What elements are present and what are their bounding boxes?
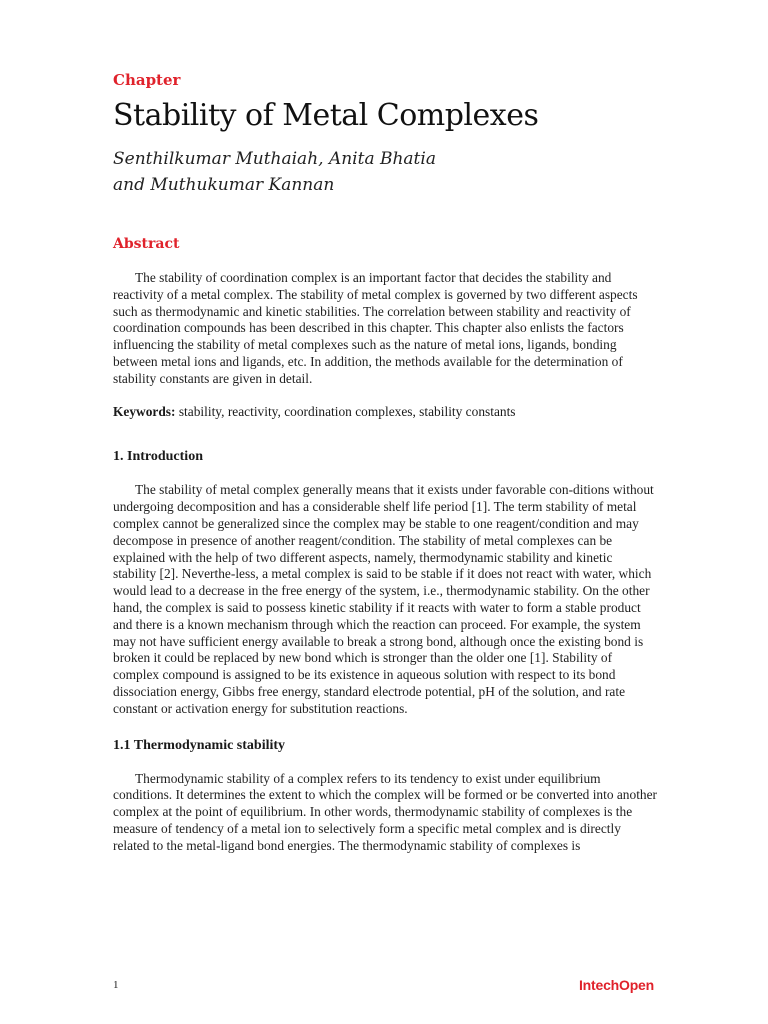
chapter-label: Chapter (113, 71, 181, 89)
keywords-label: Keywords: (113, 403, 176, 419)
abstract-heading: Abstract (113, 236, 180, 252)
abstract-text: The stability of coordination complex is an important factor that decides the stability and reactivity of a metal complex. The stability of metal complex is governed by two different aspects such as thermodynamic and kinetic stabilities. The correlation between stability and reactivity of coordination compounds has been described in this chapter. This chapter also enlists the factors influencing the stability of metal complexes such as the nature of metal ions, ligands, bonding between metal ions and ligands, etc. In addition, the methods available for the determination of stability constants are given in detail. (113, 270, 638, 386)
keywords (113, 404, 658, 421)
authors-line-2: and Muthukumar Kannan (113, 175, 335, 195)
page-content (113, 70, 658, 855)
chapter-title: Stability of Metal Complexes (113, 98, 539, 133)
introduction-heading: 1. Introduction (113, 449, 203, 465)
page-footer (113, 977, 658, 997)
keywords-list: stability, reactivity, coordination complexes, stability constants (178, 403, 516, 419)
introduction-text: The stability of metal complex generally means that it exists under favorable con-ditions without undergoing decomposition and has a considerable shelf life period [1]. The term stability of metal complex cannot be generalized since the complex may be stable to one reagent/condition and may decompose in presence of another reagent/condition. The stability of metal complexes can be explained with the help of two different aspects, namely, thermodynamic stability and kinetic stability [2]. Neverthe-less, a metal complex is said to be stable if it does not react with water, which would lead to a decrease in the free energy of the system, i.e., thermodynamic stability. On the other hand, the complex is said to possess kinetic stability if it reacts with water to form a stable product and there is a known mechanism through which the reaction can proceed. For example, the system may not have sufficient energy available to break a strong bond, although once the existing bond is broken it could be replaced by new bond which is stronger than the older one [1]. Stability of complex compound is assigned to be its existence in aqueous solution with respect to its bond dissociation energy, Gibbs free energy, standard electrode potential, pH of the solution, and rate constant or activation energy for substitution reactions. (113, 482, 654, 716)
thermodynamic-stability-text: Thermodynamic stability of a complex refers to its tendency to exist under equilibrium conditions. It determines the extent to which the complex will be formed or be converted into another complex at the point of equilibrium. In other words, thermodynamic stability of complexes is the measure of tendency of a metal ion to selectively form a specific metal complex and is directly related to the metal-ligand bond energies. The thermodynamic stability of complexes is (113, 770, 658, 853)
authors-line-1: Senthilkumar Muthaiah, Anita Bhatia (113, 149, 436, 169)
page-number: 1 (113, 979, 119, 991)
thermodynamic-stability-heading: 1.1 Thermodynamic stability (113, 737, 286, 753)
authors (113, 146, 658, 198)
intechopen-logo[interactable]: IntechOpen (578, 977, 654, 993)
